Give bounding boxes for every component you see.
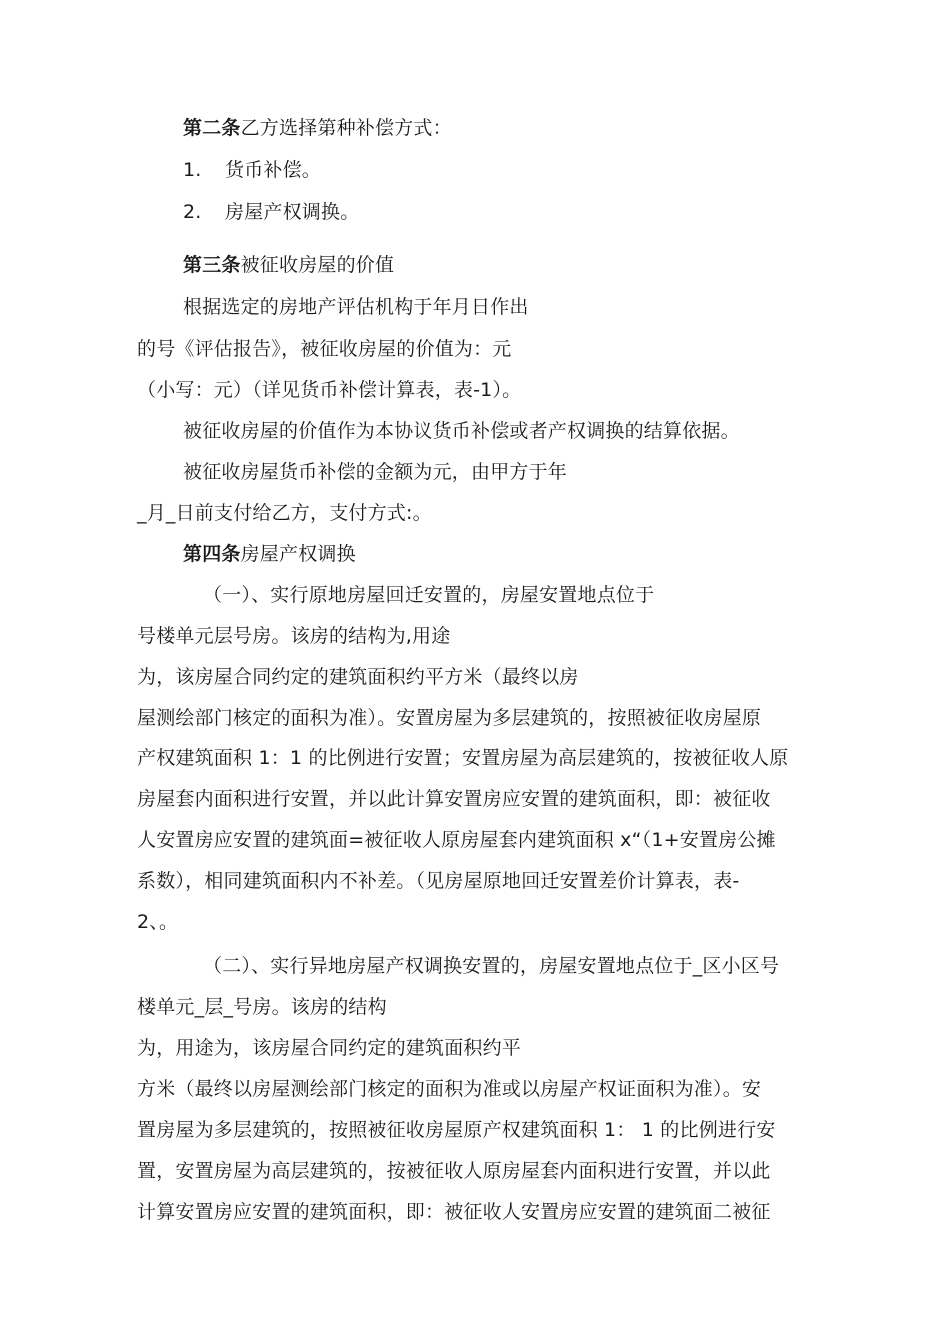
article3-text: 被征收房屋的价值 — [240, 254, 395, 276]
article4-s2-line-3: 为，用途为，该房屋合同约定的建筑面积约平 — [137, 1037, 522, 1059]
article3-line-2: 的号《评估报告》，被征收房屋的价值为：元 — [137, 338, 512, 360]
article3-line-6: _月_日前支付给乙方，支付方式:。 — [137, 502, 432, 524]
article4-s1-line-1: （一）、实行原地房屋回迁安置的，房屋安置地点位于 — [203, 584, 655, 606]
article4-s1-line-3: 为，该房屋合同约定的建筑面积约平方米（最终以房 — [137, 666, 579, 688]
article4-s2-line-2: 楼单元_层_号房。该房的结构 — [137, 996, 387, 1018]
article3-title: 第三条 — [183, 254, 241, 276]
article4-text: 房屋产权调换 — [240, 543, 356, 565]
article4-s1-line-2: 号楼单元层号房。该房的结构为,用途 — [137, 625, 451, 647]
item-number: 1. — [183, 159, 202, 181]
article3-line-4: 被征收房屋的价值作为本协议货币补偿或者产权调换的结算依据。 — [183, 420, 740, 442]
item-text: 货币补偿。 — [225, 159, 322, 181]
article4-s1-line-6: 房屋套内面积进行安置，并以此计算安置房应安置的建筑面积，即：被征收 — [137, 788, 771, 810]
article2-title: 第二条 — [183, 117, 241, 139]
article2-text: 乙方选择第种补偿方式： — [240, 117, 452, 139]
item-text: 房屋产权调换。 — [225, 201, 360, 223]
article4-s1-line-9: 2、。 — [137, 911, 179, 933]
article4-s2-line-1: （二）、实行异地房屋产权调换安置的，房屋安置地点位于_区小区号 — [203, 955, 780, 977]
article3-line-5: 被征收房屋货币补偿的金额为元，由甲方于年 — [183, 461, 568, 483]
article3-line-3: （小写：元）（详见货币补偿计算表，表-1）。 — [137, 379, 522, 401]
article4-s2-line-7: 计算安置房应安置的建筑面积，即：被征收人安置房应安置的建筑面二被征 — [137, 1201, 771, 1223]
item-number: 2. — [183, 201, 202, 223]
article4-s1-line-5: 产权建筑面积 1：1 的比例进行安置；安置房屋为高层建筑的，按被征收人原 — [137, 747, 789, 769]
article4-s1-line-8: 系数），相同建筑面积内不补差。（见房屋原地回迁安置差价计算表，表- — [137, 870, 740, 892]
article4-s1-line-4: 屋测绘部门核定的面积为准）。安置房屋为多层建筑的，按照被征收房屋原 — [137, 707, 762, 729]
article2-item-2 — [183, 200, 359, 224]
article4-heading — [183, 542, 356, 566]
article4-s2-line-5: 置房屋为多层建筑的，按照被征收房屋原产权建筑面积 1： 1 的比例进行安 — [137, 1119, 776, 1141]
article4-s2-line-6: 置，安置房屋为高层建筑的，按被征收人原房屋套内面积进行安置，并以此 — [137, 1160, 771, 1182]
article3-heading — [183, 253, 394, 277]
article2-heading — [183, 116, 452, 140]
article3-line-1: 根据选定的房地产评估机构于年月日作出 — [183, 296, 529, 318]
article4-s1-line-7: 人安置房应安置的建筑面=被征收人原房屋套内建筑面积 x“（1+安置房公摊 — [137, 829, 776, 851]
article4-title: 第四条 — [183, 543, 241, 565]
article2-item-1 — [183, 158, 321, 182]
article4-s2-line-4: 方米（最终以房屋测绘部门核定的面积为准或以房屋产权证面积为准）。安 — [137, 1078, 762, 1100]
